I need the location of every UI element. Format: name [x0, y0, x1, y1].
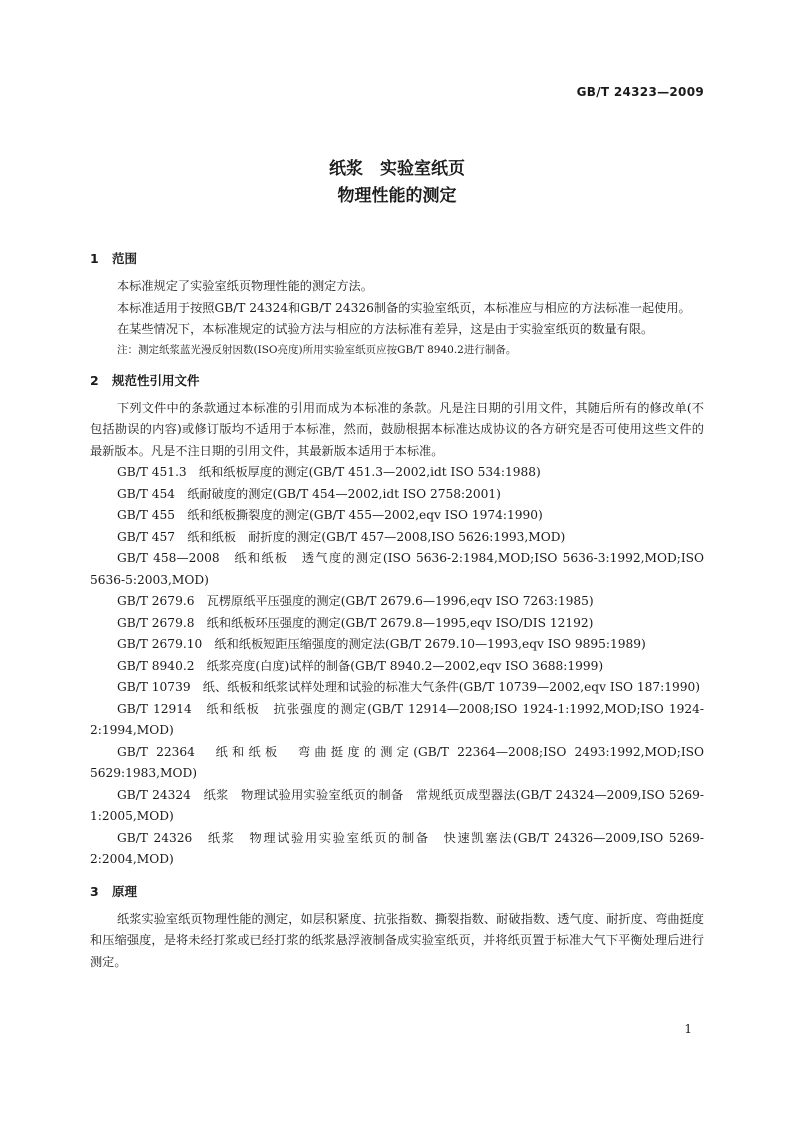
scope-paragraph: 本标准适用于按照GB/T 24324和GB/T 24326制备的实验室纸页，本标准应与相应的方法标准一起使用。	[117, 300, 691, 315]
reference-item: GB/T 451.3 纸和纸板厚度的测定(GB/T 451.3—2002,idt ISO 534:1988)	[117, 465, 541, 479]
reference-item: GB/T 22364 纸和纸板 弯曲挺度的测定(GB/T 22364—2008;ISO 2493:1992,MOD;ISO 5629:1983,MOD)	[90, 744, 704, 780]
section-number: 2	[90, 372, 99, 388]
reference-item: GB/T 2679.8 纸和纸板环压强度的测定(GB/T 2679.8—1995,eqv ISO/DIS 12192)	[117, 615, 594, 630]
reference-item: GB/T 2679.10 纸和纸板短距压缩强度的测定法(GB/T 2679.10—1993,eqv ISO 9895:1989)	[117, 637, 646, 651]
section-heading-scope	[90, 248, 704, 270]
standard-code: GB/T 24323—2009	[576, 85, 704, 99]
reference-item: GB/T 10739 纸、纸板和纸浆试样处理和试验的标准大气条件(GB/T 10739—2002,eqv ISO 187:1990)	[117, 680, 701, 694]
section-title: 规范性引用文件	[112, 372, 200, 388]
section-heading-principle	[90, 881, 704, 903]
section-title: 原理	[112, 883, 138, 899]
reference-item: GB/T 454 纸耐破度的测定(GB/T 454—2002,idt ISO 2758:2001)	[117, 486, 501, 501]
reference-item: GB/T 458—2008 纸和纸板 透气度的测定(ISO 5636-2:1984,MOD;ISO 5636-3:1992,MOD;ISO 5636-5:2003,MOD)	[90, 551, 704, 587]
principle-paragraph: 纸浆实验室纸页物理性能的测定，如层积紧度、抗张指数、撕裂指数、耐破指数、透气度、耐折度、弯曲挺度和压缩强度，是将未经打浆或已经打浆的纸浆悬浮液制备成实验室纸页，并将纸页置于标准大气下平衡处理后进行测定。	[90, 911, 704, 969]
section-number: 1	[90, 251, 99, 266]
document-title	[0, 156, 794, 210]
scope-note: 注：测定纸浆蓝光漫反射因数(ISO亮度)所用实验室纸页应按GB/T 8940.2进行制备。	[117, 343, 517, 356]
section-heading-normative-references	[90, 370, 704, 392]
reference-item: GB/T 12914 纸和纸板 抗张强度的测定(GB/T 12914—2008;ISO 1924-1:1992,MOD;ISO 1924-2:1994,MOD)	[90, 701, 704, 737]
reference-item: GB/T 455 纸和纸板撕裂度的测定(GB/T 455—2002,eqv ISO 1974:1990)	[117, 508, 543, 522]
scope-paragraph: 本标准规定了实验室纸页物理性能的测定方法。	[117, 279, 373, 293]
section-number: 3	[90, 883, 99, 899]
title-line-1: 纸浆 实验室纸页	[329, 159, 465, 179]
reference-item: GB/T 457 纸和纸板 耐折度的测定(GB/T 457—2008,ISO 5626:1993,MOD)	[117, 529, 566, 544]
reference-item: GB/T 8940.2 纸浆亮度(白度)试样的制备(GB/T 8940.2—2002,eqv ISO 3688:1999)	[117, 658, 604, 673]
reference-item: GB/T 2679.6 瓦楞原纸平压强度的测定(GB/T 2679.6—1996,eqv ISO 7263:1985)	[117, 594, 594, 608]
section-title: 范围	[112, 251, 138, 266]
reference-item: GB/T 24324 纸浆 物理试验用实验室纸页的制备 常规纸页成型器法(GB/T 24324—2009,ISO 5269-1:2005,MOD)	[90, 787, 704, 823]
page-number: 1	[684, 1022, 692, 1036]
references-intro: 下列文件中的条款通过本标准的引用而成为本标准的条款。凡是注日期的引用文件，其随后所有的修改单(不包括勘误的内容)或修订版均不适用于本标准，然而，鼓励根据本标准达成协议的各方研究是否可使用这些文件的最新版本。凡是不注日期的引用文件，其最新版本适用于本标准。	[90, 400, 704, 458]
document-body	[90, 248, 704, 973]
reference-item: GB/T 24326 纸浆 物理试验用实验室纸页的制备 快速凯塞法(GB/T 24326—2009,ISO 5269-2:2004,MOD)	[90, 830, 704, 866]
title-line-2: 物理性能的测定	[337, 186, 457, 206]
scope-paragraph: 在某些情况下，本标准规定的试验方法与相应的方法标准有差异，这是由于实验室纸页的数量有限。	[117, 322, 654, 336]
